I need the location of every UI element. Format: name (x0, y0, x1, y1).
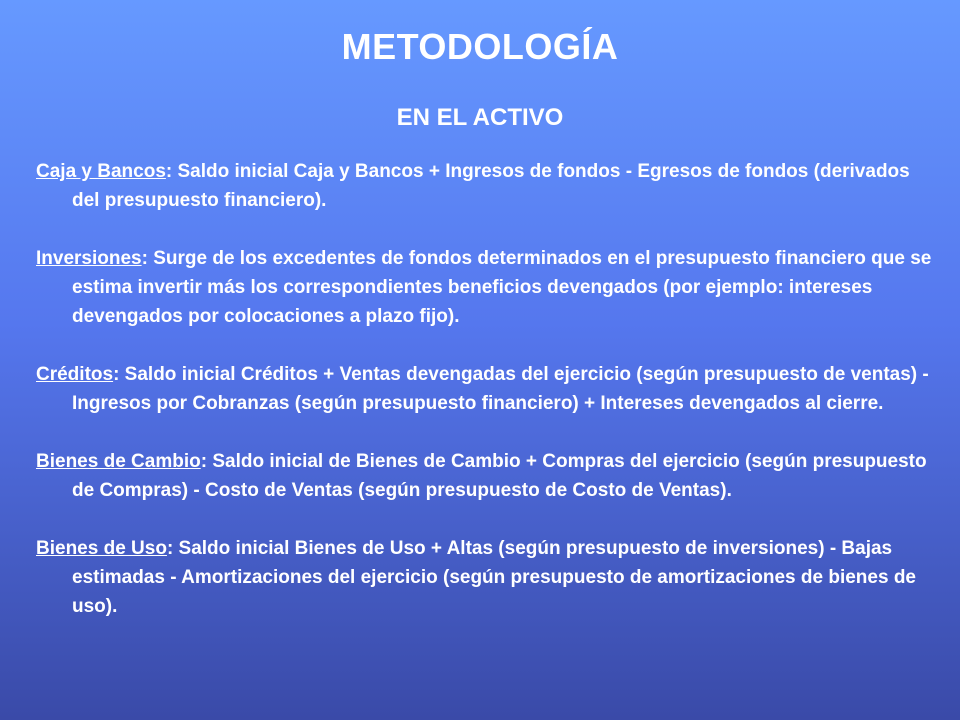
slide-title: METODOLOGÍA (341, 26, 619, 67)
paragraph-bienes-de-cambio (36, 447, 936, 505)
paragraph-caja-y-bancos (36, 157, 936, 215)
term-bienes-de-uso: Bienes de Uso (36, 538, 167, 559)
term-caja-y-bancos: Caja y Bancos (36, 161, 166, 182)
term-inversiones: Inversiones (36, 248, 142, 269)
definition-bienes-de-cambio: : Saldo inicial de Bienes de Cambio + Compras del ejercicio (según presupuesto de Compras) - Costo de Ventas (según presupuesto de Costo de Ventas). (72, 451, 927, 501)
paragraph-bienes-de-uso (36, 534, 936, 621)
definition-inversiones: : Surge de los excedentes de fondos determinados en el presupuesto financiero que se estima invertir más los correspondientes beneficios devengados (por ejemplo: intereses devengados por colocaciones a plazo fijo). (72, 248, 932, 327)
definition-bienes-de-uso: : Saldo inicial Bienes de Uso + Altas (según presupuesto de inversiones) - Bajas estimadas - Amortizaciones del ejercicio (según presupuesto de amortizaciones de bienes de uso). (72, 538, 916, 617)
paragraph-inversiones (36, 244, 936, 331)
slide-body (36, 157, 936, 650)
slide-subtitle: EN EL ACTIVO (396, 104, 564, 131)
definition-creditos: : Saldo inicial Créditos + Ventas devengadas del ejercicio (según presupuesto de ventas) - Ingresos por Cobranzas (según presupuesto financiero) + Intereses devengados al cierre. (72, 364, 929, 414)
term-creditos: Créditos (36, 364, 114, 385)
paragraph-creditos (36, 360, 936, 418)
term-bienes-de-cambio: Bienes de Cambio (36, 451, 201, 472)
definition-caja-y-bancos: : Saldo inicial Caja y Bancos + Ingresos de fondos - Egresos de fondos (derivados del presupuesto financiero). (72, 161, 910, 211)
